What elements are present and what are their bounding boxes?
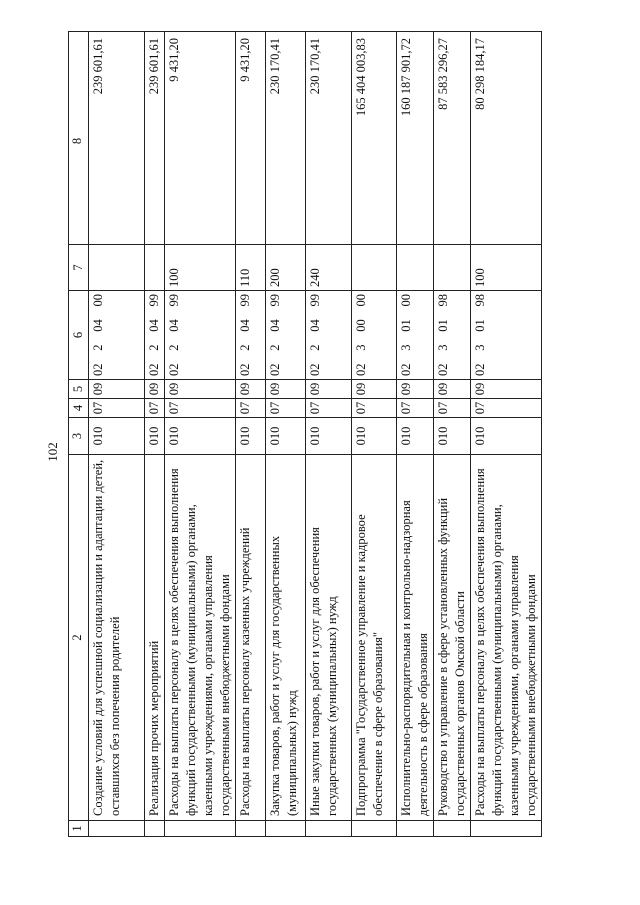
target-part: 2 xyxy=(238,344,252,351)
target-part: 04 xyxy=(167,319,181,332)
row-amount: 239 601,61 xyxy=(89,32,145,245)
target-part: 02 xyxy=(238,363,252,376)
target-part: 99 xyxy=(167,294,181,307)
row-section: 07 xyxy=(145,399,165,418)
row-expense-type: 100 xyxy=(471,245,542,291)
target-part: 3 xyxy=(399,344,413,351)
row-subsection: 09 xyxy=(89,380,145,399)
row-name: Создание условий для успешной социализации и адаптации детей, оставшихся без попечения родителей xyxy=(89,455,145,821)
table-row xyxy=(471,32,542,837)
header-col-8: 8 xyxy=(69,32,89,245)
row-target-article xyxy=(471,291,542,380)
row-index-cell xyxy=(434,821,471,837)
row-index-cell xyxy=(236,821,266,837)
row-expense-type: 110 xyxy=(236,245,266,291)
row-name: Расходы на выплаты персоналу в целях обеспечения выполнения функций государственными (муниципальными) органами, казенными учреждениями, органами управления государственными внебюджетными фондами xyxy=(165,455,236,821)
row-index-cell xyxy=(471,821,542,837)
target-part: 02 xyxy=(268,363,282,376)
target-part: 98 xyxy=(436,294,450,307)
row-code: 010 xyxy=(471,418,542,455)
row-expense-type xyxy=(352,245,397,291)
row-index-cell xyxy=(266,821,306,837)
target-part: 02 xyxy=(147,363,161,376)
row-target-article xyxy=(306,291,352,380)
row-amount: 230 170,41 xyxy=(266,32,306,245)
row-name: Руководство и управление в сфере установленных функций государственных органов Омской области xyxy=(434,455,471,821)
table-row xyxy=(145,32,165,837)
page-number: 102 xyxy=(45,442,60,462)
target-part: 3 xyxy=(436,344,450,351)
row-code: 010 xyxy=(434,418,471,455)
row-amount: 160 187 901,72 xyxy=(397,32,434,245)
target-part: 02 xyxy=(436,363,450,376)
target-part: 2 xyxy=(308,344,322,351)
target-part: 01 xyxy=(473,319,487,332)
target-part: 2 xyxy=(147,344,161,351)
row-code: 010 xyxy=(306,418,352,455)
target-part: 00 xyxy=(399,294,413,307)
row-index-cell xyxy=(397,821,434,837)
row-target-article xyxy=(165,291,236,380)
row-section: 07 xyxy=(397,399,434,418)
row-section: 07 xyxy=(471,399,542,418)
table-row xyxy=(306,32,352,837)
row-section: 07 xyxy=(236,399,266,418)
budget-table xyxy=(68,31,542,837)
row-subsection: 09 xyxy=(471,380,542,399)
target-part: 99 xyxy=(238,294,252,307)
row-index-cell xyxy=(352,821,397,837)
row-section: 07 xyxy=(352,399,397,418)
row-subsection: 09 xyxy=(306,380,352,399)
target-part: 04 xyxy=(268,319,282,332)
target-part: 99 xyxy=(308,294,322,307)
row-amount: 239 601,61 xyxy=(145,32,165,245)
row-amount: 9 431,20 xyxy=(165,32,236,245)
row-subsection: 09 xyxy=(236,380,266,399)
target-part: 02 xyxy=(167,363,181,376)
target-part: 04 xyxy=(308,319,322,332)
row-section: 07 xyxy=(434,399,471,418)
table-row xyxy=(397,32,434,837)
row-expense-type: 240 xyxy=(306,245,352,291)
header-col-4: 4 xyxy=(69,399,89,418)
row-amount: 165 404 003,83 xyxy=(352,32,397,245)
header-row xyxy=(69,32,89,837)
row-subsection: 09 xyxy=(434,380,471,399)
target-part: 02 xyxy=(91,363,105,376)
row-section: 07 xyxy=(266,399,306,418)
row-amount: 9 431,20 xyxy=(236,32,266,245)
row-expense-type xyxy=(397,245,434,291)
target-part: 98 xyxy=(473,294,487,307)
row-target-article xyxy=(89,291,145,380)
target-part: 02 xyxy=(308,363,322,376)
row-amount: 87 583 296,27 xyxy=(434,32,471,245)
row-expense-type: 200 xyxy=(266,245,306,291)
row-target-article xyxy=(145,291,165,380)
target-part: 02 xyxy=(399,363,413,376)
target-part: 99 xyxy=(268,294,282,307)
row-target-article xyxy=(266,291,306,380)
row-amount: 230 170,41 xyxy=(306,32,352,245)
row-subsection: 09 xyxy=(145,380,165,399)
row-target-article xyxy=(236,291,266,380)
row-code: 010 xyxy=(145,418,165,455)
row-code: 010 xyxy=(165,418,236,455)
row-name: Иные закупки товаров, работ и услуг для обеспечения государственных (муниципальных) нужд xyxy=(306,455,352,821)
row-code: 010 xyxy=(89,418,145,455)
row-expense-type xyxy=(145,245,165,291)
row-amount: 80 298 184,17 xyxy=(471,32,542,245)
row-target-article xyxy=(352,291,397,380)
row-expense-type xyxy=(89,245,145,291)
target-part: 99 xyxy=(147,294,161,307)
target-part: 02 xyxy=(473,363,487,376)
row-section: 07 xyxy=(89,399,145,418)
row-section: 07 xyxy=(306,399,352,418)
target-part: 00 xyxy=(91,294,105,307)
row-code: 010 xyxy=(266,418,306,455)
target-part: 02 xyxy=(354,363,368,376)
target-part: 3 xyxy=(473,344,487,351)
row-code: 010 xyxy=(236,418,266,455)
target-part: 00 xyxy=(354,294,368,307)
header-col-6: 6 xyxy=(69,291,89,380)
row-index-cell xyxy=(306,821,352,837)
header-col-7: 7 xyxy=(69,245,89,291)
row-target-article xyxy=(434,291,471,380)
table-row xyxy=(89,32,145,837)
row-code: 010 xyxy=(352,418,397,455)
table-row xyxy=(236,32,266,837)
target-part: 3 xyxy=(354,344,368,351)
target-part: 01 xyxy=(399,319,413,332)
rotated-table-container xyxy=(68,38,595,837)
row-name: Закупка товаров, работ и услуг для государственных (муниципальных) нужд xyxy=(266,455,306,821)
row-code: 010 xyxy=(397,418,434,455)
table-row xyxy=(165,32,236,837)
target-part: 2 xyxy=(167,344,181,351)
target-part: 04 xyxy=(91,319,105,332)
target-part: 2 xyxy=(91,344,105,351)
row-index-cell xyxy=(165,821,236,837)
target-part: 04 xyxy=(238,319,252,332)
row-subsection: 09 xyxy=(165,380,236,399)
row-subsection: 09 xyxy=(397,380,434,399)
row-name: Расходы на выплаты персоналу в целях обеспечения выполнения функций государственными (муниципальными) органами, казенными учреждениями, органами управления государственными внебюджетными фондами xyxy=(471,455,542,821)
header-col-3: 3 xyxy=(69,418,89,455)
header-col-5: 5 xyxy=(69,380,89,399)
row-expense-type xyxy=(434,245,471,291)
target-part: 00 xyxy=(354,319,368,332)
row-index-cell xyxy=(89,821,145,837)
table-row xyxy=(434,32,471,837)
row-subsection: 09 xyxy=(352,380,397,399)
row-name: Подпрограмма "Государственное управление и кадровое обеспечение в сфере образования" xyxy=(352,455,397,821)
row-name: Расходы на выплаты персоналу казенных учреждений xyxy=(236,455,266,821)
table-row xyxy=(352,32,397,837)
row-section: 07 xyxy=(165,399,236,418)
row-expense-type: 100 xyxy=(165,245,236,291)
target-part: 2 xyxy=(268,344,282,351)
row-target-article xyxy=(397,291,434,380)
table-row xyxy=(266,32,306,837)
target-part: 01 xyxy=(436,319,450,332)
header-col-1: 1 xyxy=(69,821,89,837)
row-name: Реализация прочих мероприятий xyxy=(145,455,165,821)
row-index-cell xyxy=(145,821,165,837)
target-part: 04 xyxy=(147,319,161,332)
row-subsection: 09 xyxy=(266,380,306,399)
header-col-2: 2 xyxy=(69,455,89,821)
row-name: Исполнительно-распорядительная и контрольно-надзорная деятельность в сфере образования xyxy=(397,455,434,821)
